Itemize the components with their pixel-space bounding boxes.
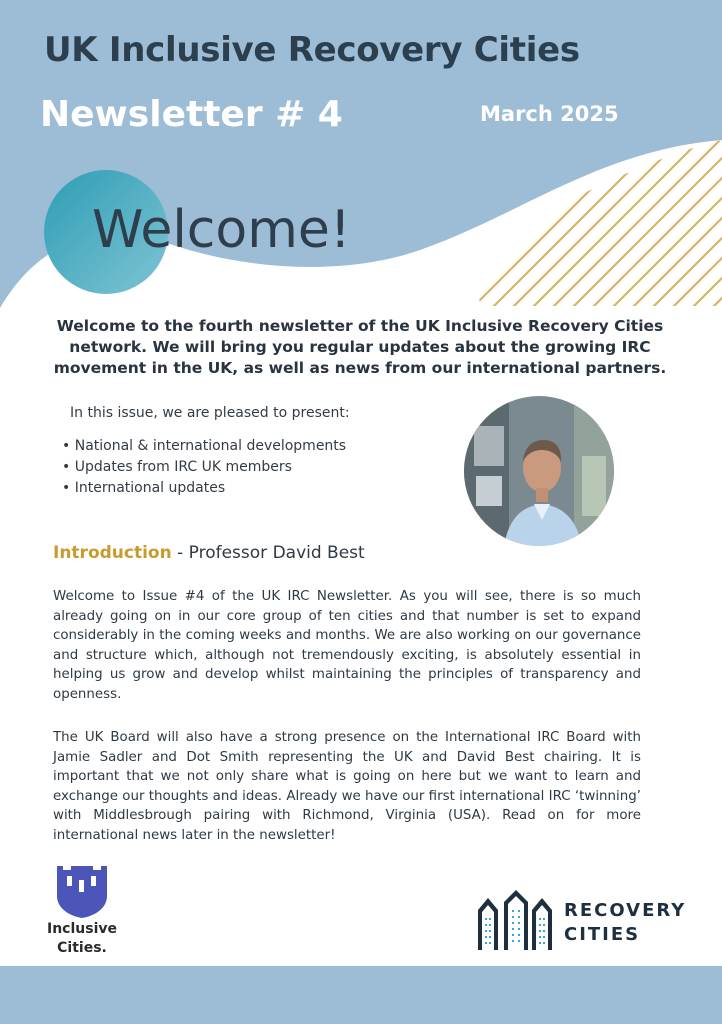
inclusive-cities-line1: Inclusive — [47, 921, 117, 937]
issue-contents-label: In this issue, we are pleased to present: — [70, 405, 350, 421]
recovery-cities-logo — [474, 888, 704, 952]
recovery-cities-skyline-icon — [474, 888, 556, 952]
issue-date: March 2025 — [480, 102, 619, 126]
intro-paragraph-1: Welcome to Issue #4 of the UK IRC Newsletter. As you will see, there is so much already going on in our core group of ten cities and that number is set to expand considerably in the coming weeks and months. We are also working on our governance and structure which, although not tremendously exciting, is absolutely essential in helping us grow and develop whilst maintaining the principles of transparency and openness. — [53, 589, 641, 702]
newsletter-issue: Newsletter # 4 — [40, 94, 343, 135]
newsletter-title: UK Inclusive Recovery Cities — [44, 30, 580, 70]
inclusive-cities-line2: Cities. — [57, 940, 107, 956]
intro-paragraph-2: The UK Board will also have a strong presence on the International IRC Board with Jamie Sadler and Dot Smith representing the UK and David Best chairing. It is important that we not only share what is going on here but we want to learn and exchange our thoughts and ideas. Already we have our first international IRC ‘twinning’ with Middlesbrough pairing with Richmond, Virginia (USA). Read on for more international news later in the newsletter! — [53, 730, 641, 843]
recovery-cities-line2: CITIES — [564, 924, 641, 945]
section-heading-accent: Introduction — [53, 543, 172, 563]
recovery-cities-line1: RECOVERY — [564, 900, 687, 921]
author-photo — [464, 396, 614, 546]
intro-lead: Welcome to the fourth newsletter of the UK Inclusive Recovery Cities network. We will bring you regular updates about the growing IRC movement in the UK, as well as news from our international partners. — [53, 317, 667, 377]
issue-contents-list — [62, 436, 346, 499]
footer-band — [0, 966, 722, 1024]
list-item: • Updates from IRC UK members — [62, 457, 346, 478]
section-heading — [53, 543, 365, 563]
list-item: • International updates — [62, 478, 346, 499]
section-heading-author: - Professor David Best — [171, 543, 365, 563]
welcome-heading: Welcome! — [92, 200, 351, 260]
inclusive-cities-emblem-icon — [40, 862, 124, 920]
list-item: • National & international developments — [62, 436, 346, 457]
inclusive-cities-logo — [40, 862, 124, 958]
